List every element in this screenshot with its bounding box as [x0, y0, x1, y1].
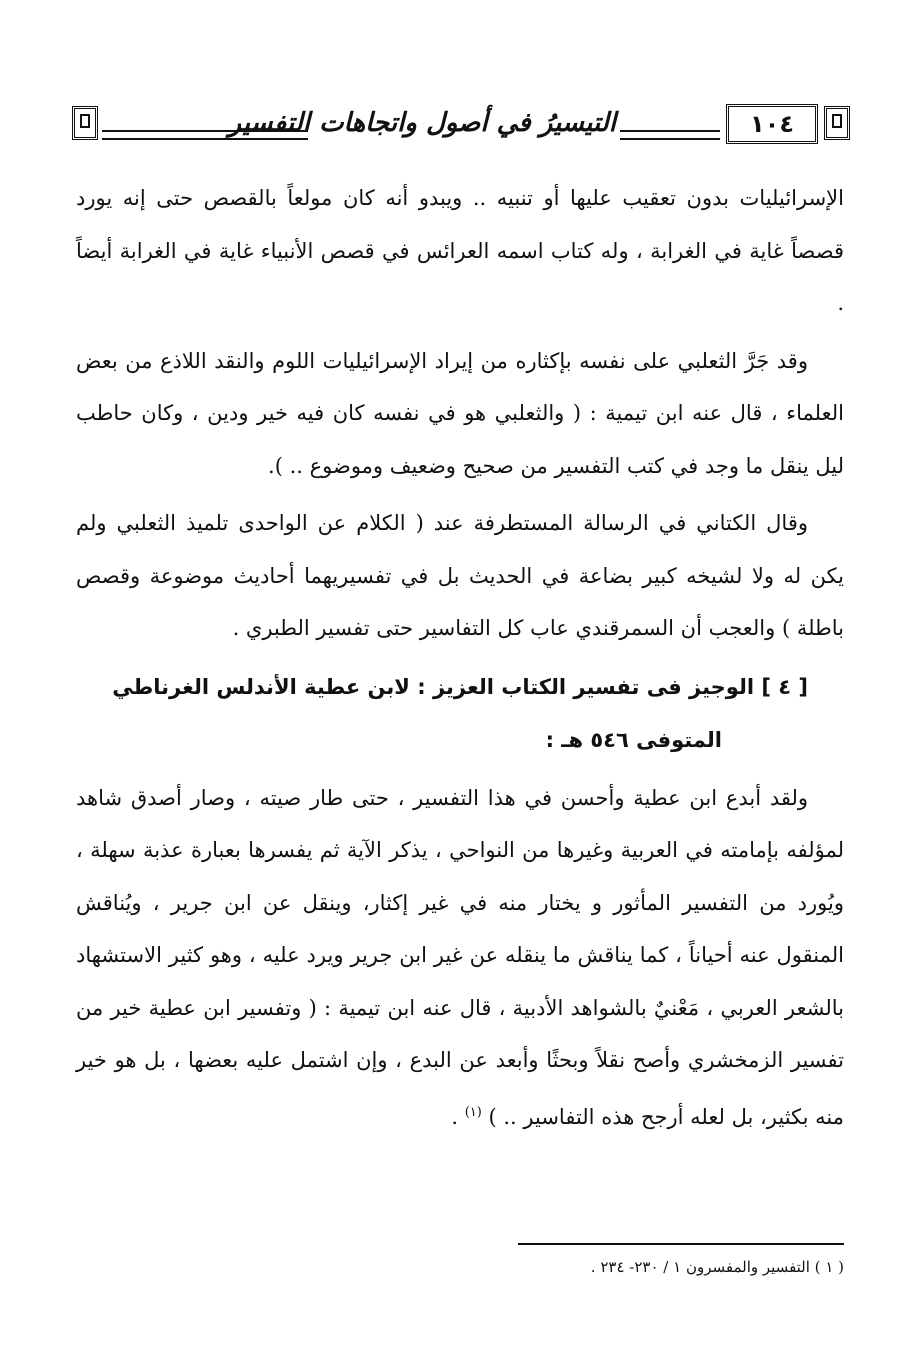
page-number: ١٠٤: [726, 104, 818, 144]
paragraph-end: .: [451, 1104, 465, 1129]
footnote-separator: [518, 1243, 844, 1245]
footnote-marker: (١): [464, 1104, 482, 1120]
footnote: ( ١ ) التفسير والمفسرون ١ / ٢٣٠- ٢٣٤ .: [590, 1258, 844, 1276]
header-rule-right: [620, 130, 720, 140]
paragraph: وقد جَرَّ الثعلبي على نفسه بإكثاره من إيراد الإسرائيليات اللوم والنقد اللاذع من بعض العلماء ، قال عنه ابن تيمية : ( والثعلبي هو في نفسه كان فيه خير ودين ، وكان حاطب ليل ينقل ما وجد في كتب التفسير من صحيح وضعيف وموضوع .. ).: [76, 348, 844, 478]
header-ornament-left: [72, 106, 98, 140]
paragraph: الإسرائيليات بدون تعقيب عليها أو تنبيه .. ويبدو أنه كان مولعاً بالقصص حتى إنه يورد قصصاً غاية في الغرابة ، وله كتاب اسمه العرائس في قصص الأنبياء غاية في الغرابة أيضاً .: [76, 186, 844, 315]
section-heading: [ ٤ ] الوجيز فى تفسير الكتاب العزيز : لابن عطية الأندلس الغرناطي: [112, 674, 808, 699]
page-header: [72, 100, 850, 160]
paragraph: وقال الكتاني في الرسالة المستطرفة عند ( الكلام عن الواحدى تلميذ الثعلبي ولم يكن له ولا لشيخه كبير بضاعة في الحديث بل في تفسيريهما أحاديث موضوعة وقصص باطلة ) والعجب أن السمرقندي عاب كل التفاسير حتى تفسير الطبري .: [76, 511, 844, 640]
section-heading-continued: المتوفى ٥٤٦ هـ :: [545, 727, 722, 752]
paragraph-text: ولقد أبدع ابن عطية وأحسن في هذا التفسير ، حتى طار صيته ، وصار أصدق شاهد لمؤلفه بإمامته في العربية وغيرها من النواحي ، يذكر الآية ثم يفسرها بعبارة عذبة سهلة ، ويُورد من التفسير المأثور و يختار منه في غير إكثار، وينقل عن ابن جرير ، ويُناقش المنقول عنه أحياناً ، كما يناقش ما ينقله عن غير ابن جرير ويرد عليه ، وهو كثير الاستشهاد بالشعر العربي ، مَعْنيٌ بالشواهد الأدبية ، قال عنه ابن تيمية : ( وتفسير ابن عطية خير من تفسير الزمخشري وأصح نقلاً وبحثًا وأبعد عن البدع ، وإن اشتمل عليه بعضها ، بل هو خير منه بكثير، بل لعله أرجح هذه التفاسير .. ): [76, 785, 844, 1129]
paragraph: [76, 772, 844, 1144]
header-ornament-right: [824, 106, 850, 140]
page-body: [76, 172, 844, 1148]
running-title: التيسيرُ في أصول واتجاهات التفسير: [228, 108, 616, 138]
